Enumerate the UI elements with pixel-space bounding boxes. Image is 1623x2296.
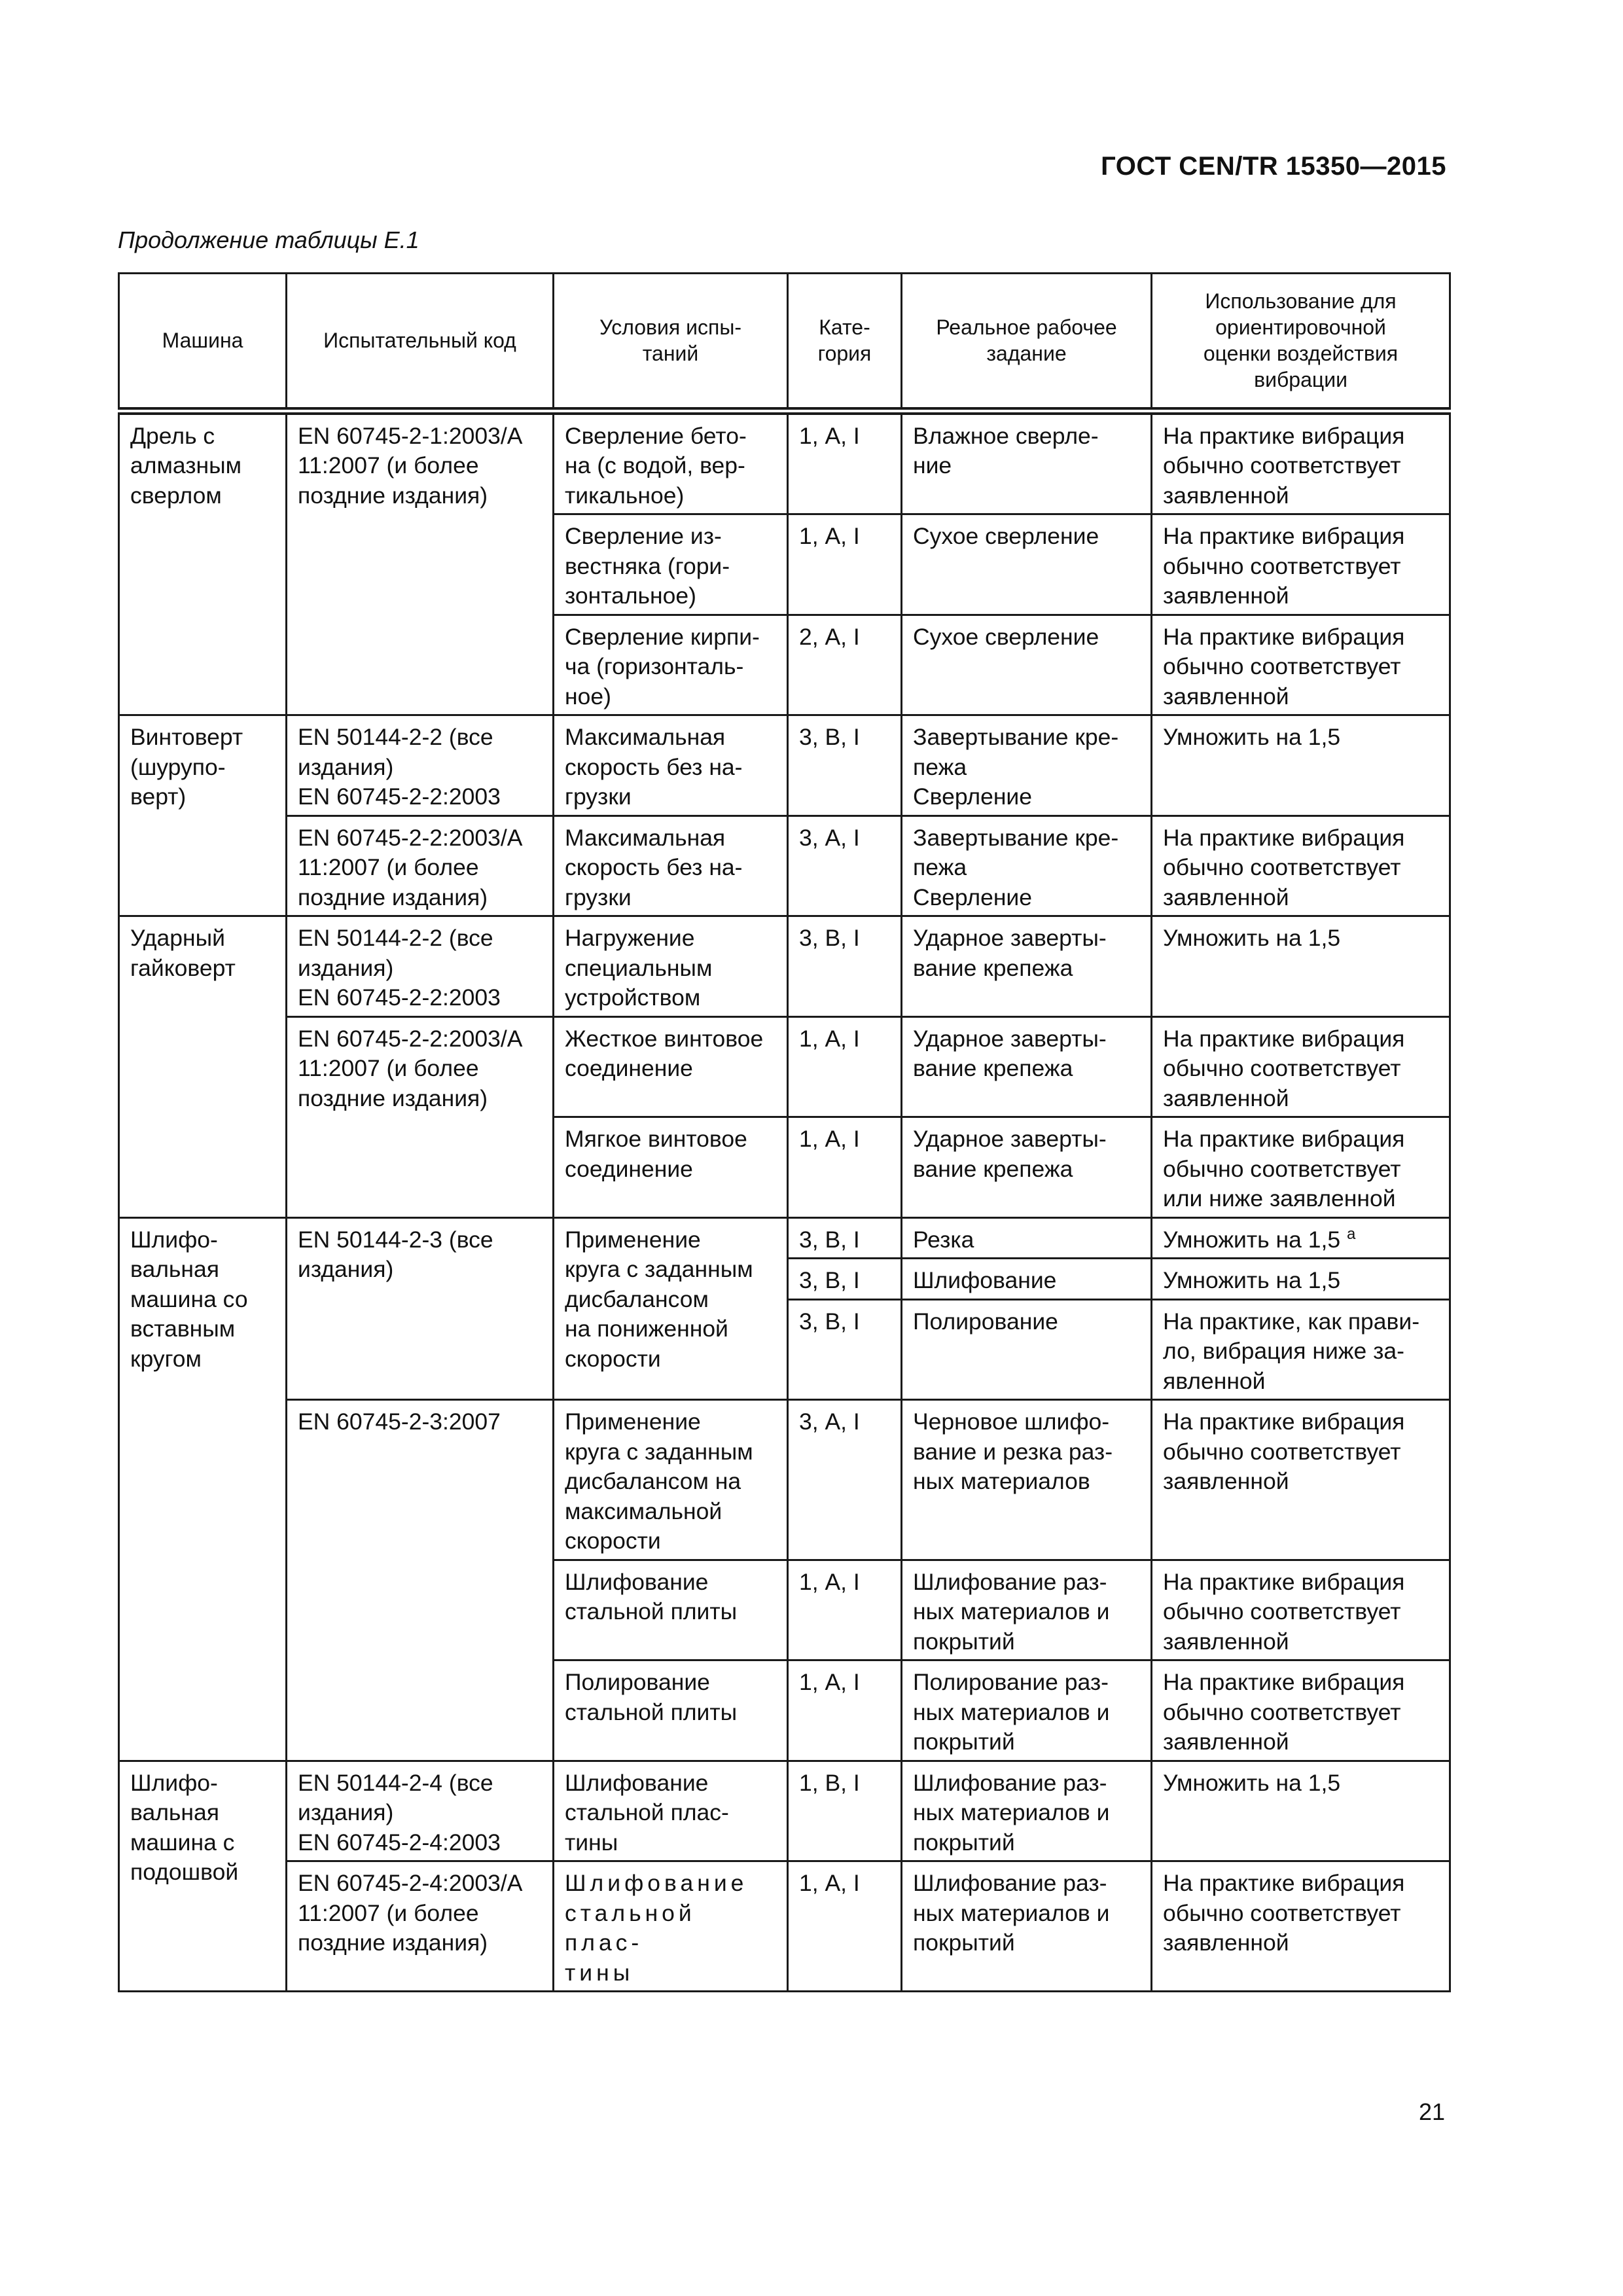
test-code: EN 50144-2-3 (все издания) bbox=[287, 1217, 554, 1400]
table-row bbox=[119, 411, 1450, 514]
usage-text: Умножить на 1,5 bbox=[1163, 1226, 1341, 1253]
usage: На практике вибрация обычно соответствует заявленной bbox=[1152, 514, 1450, 615]
test-code: EN 50144-2-2 (все издания) EN 60745-2-2:2003 bbox=[287, 916, 554, 1017]
test-condition: Шлифование стальной плиты bbox=[554, 1560, 788, 1660]
real-task: Шлифование раз- ных материалов и покрытий bbox=[902, 1560, 1152, 1660]
usage: Умножить на 1,5 bbox=[1152, 715, 1450, 816]
table-row bbox=[119, 1217, 1450, 1259]
real-task: Сухое сверление bbox=[902, 514, 1152, 615]
usage bbox=[1152, 1217, 1450, 1259]
usage: Умножить на 1,5 bbox=[1152, 1259, 1450, 1300]
table-row bbox=[119, 916, 1450, 1017]
test-condition: Сверление бето- на (с водой, вер- тикальное) bbox=[554, 411, 788, 514]
machine-name: Шлифо- вальная машина с подошвой bbox=[119, 1761, 287, 1992]
category: 1, А, I bbox=[788, 1861, 902, 1992]
real-task: Ударное заверты- вание крепежа bbox=[902, 916, 1152, 1017]
usage: На практике вибрация обычно соответствует заявленной bbox=[1152, 1660, 1450, 1761]
test-code: EN 60745-2-4:2003/A 11:2007 (и более поздние издания) bbox=[287, 1861, 554, 1992]
table-row bbox=[119, 1400, 1450, 1560]
test-condition: Шлифование стальной плас- тины bbox=[554, 1761, 788, 1861]
header-real-task: Реальное рабочее задание bbox=[902, 274, 1152, 411]
machine-name: Дрель с алмазным сверлом bbox=[119, 411, 287, 715]
table-row bbox=[119, 1761, 1450, 1861]
real-task: Шлифование bbox=[902, 1259, 1152, 1300]
table-row bbox=[119, 1016, 1450, 1117]
real-task: Черновое шлифо- вание и резка раз- ных материалов bbox=[902, 1400, 1152, 1560]
machine-name: Ударный гайковерт bbox=[119, 916, 287, 1218]
test-code: EN 60745-2-3:2007 bbox=[287, 1400, 554, 1761]
usage: На практике вибрация обычно соответствует заявленной bbox=[1152, 615, 1450, 715]
category: 1, А, I bbox=[788, 411, 902, 514]
machine-name: Винтоверт (шурупо- верт) bbox=[119, 715, 287, 916]
real-task: Резка bbox=[902, 1217, 1152, 1259]
category: 1, А, I bbox=[788, 1560, 902, 1660]
category: 1, В, I bbox=[788, 1761, 902, 1861]
category: 3, В, I bbox=[788, 916, 902, 1017]
category: 3, А, I bbox=[788, 816, 902, 916]
test-condition: Жесткое винтовое соединение bbox=[554, 1016, 788, 1117]
test-condition: Полирование стальной плиты bbox=[554, 1660, 788, 1761]
real-task: Влажное сверле- ние bbox=[902, 411, 1152, 514]
page-number: 21 bbox=[1418, 2098, 1445, 2125]
usage: Умножить на 1,5 bbox=[1152, 1761, 1450, 1861]
footnote-marker: а bbox=[1346, 1225, 1356, 1243]
table-row bbox=[119, 715, 1450, 816]
usage: На практике вибрация обычно соответствует заявленной bbox=[1152, 1016, 1450, 1117]
real-task: Шлифование раз- ных материалов и покрытий bbox=[902, 1761, 1152, 1861]
header-usage: Использование для ориентировочной оценки воздействия вибрации bbox=[1152, 274, 1450, 411]
table-header-row bbox=[119, 274, 1450, 411]
real-task: Полирование bbox=[902, 1299, 1152, 1400]
test-condition: Применение круга с заданным дисбалансом на максимальной скорости bbox=[554, 1400, 788, 1560]
usage: На практике, как прави- ло, вибрация ниже за- явленной bbox=[1152, 1299, 1450, 1400]
test-condition: Сверление кирпи- ча (горизонталь- ное) bbox=[554, 615, 788, 715]
usage: На практике вибрация обычно соответствует заявленной bbox=[1152, 1560, 1450, 1660]
category: 1, А, I bbox=[788, 1016, 902, 1117]
category: 2, А, I bbox=[788, 615, 902, 715]
usage: На практике вибрация обычно соответствует заявленной bbox=[1152, 1861, 1450, 1992]
category: 1, А, I bbox=[788, 1660, 902, 1761]
test-condition: Сверление из- вестняка (гори- зонтальное) bbox=[554, 514, 788, 615]
test-condition: Шлифование стальной плас- тины bbox=[554, 1861, 788, 1992]
category: 3, В, I bbox=[788, 1259, 902, 1300]
category: 3, В, I bbox=[788, 1217, 902, 1259]
category: 3, В, I bbox=[788, 1299, 902, 1400]
standard-code: ГОСТ CEN/TR 15350—2015 bbox=[1101, 152, 1446, 181]
machine-name: Шлифо- вальная машина со вставным кругом bbox=[119, 1217, 287, 1761]
category: 1, А, I bbox=[788, 514, 902, 615]
usage: На практике вибрация обычно соответствует или ниже заявленной bbox=[1152, 1117, 1450, 1218]
test-code: EN 60745-2-2:2003/A 11:2007 (и более поздние издания) bbox=[287, 1016, 554, 1217]
category: 3, В, I bbox=[788, 715, 902, 816]
vibration-table bbox=[118, 272, 1451, 1992]
header-test-code: Испытательный код bbox=[287, 274, 554, 411]
real-task: Ударное заверты- вание крепежа bbox=[902, 1117, 1152, 1218]
category: 3, А, I bbox=[788, 1400, 902, 1560]
header-category: Кате- гория bbox=[788, 274, 902, 411]
category: 1, А, I bbox=[788, 1117, 902, 1218]
test-code: EN 50144-2-4 (все издания) EN 60745-2-4:2003 bbox=[287, 1761, 554, 1861]
test-condition: Нагружение специальным устройством bbox=[554, 916, 788, 1017]
real-task: Полирование раз- ных материалов и покрытий bbox=[902, 1660, 1152, 1761]
real-task: Шлифование раз- ных материалов и покрытий bbox=[902, 1861, 1152, 1992]
test-condition: Максимальная скорость без на- грузки bbox=[554, 816, 788, 916]
header-test-conditions: Условия испы- таний bbox=[554, 274, 788, 411]
header-machine: Машина bbox=[119, 274, 287, 411]
test-condition: Максимальная скорость без на- грузки bbox=[554, 715, 788, 816]
table-row bbox=[119, 816, 1450, 916]
real-task: Ударное заверты- вание крепежа bbox=[902, 1016, 1152, 1117]
test-condition: Применение круга с заданным дисбалансом на пониженной скорости bbox=[554, 1217, 788, 1400]
real-task: Сухое сверление bbox=[902, 615, 1152, 715]
test-code: EN 60745-2-2:2003/A 11:2007 (и более поздние издания) bbox=[287, 816, 554, 916]
table-row bbox=[119, 1861, 1450, 1992]
real-task: Завертывание кре- пежа Сверление bbox=[902, 816, 1152, 916]
table-caption: Продолжение таблицы Е.1 bbox=[118, 226, 419, 253]
test-condition: Мягкое винтовое соединение bbox=[554, 1117, 788, 1218]
usage: На практике вибрация обычно соответствует заявленной bbox=[1152, 411, 1450, 514]
usage: На практике вибрация обычно соответствует заявленной bbox=[1152, 1400, 1450, 1560]
real-task: Завертывание кре- пежа Сверление bbox=[902, 715, 1152, 816]
test-code: EN 60745-2-1:2003/A 11:2007 (и более поздние издания) bbox=[287, 411, 554, 715]
test-code: EN 50144-2-2 (все издания) EN 60745-2-2:2003 bbox=[287, 715, 554, 816]
usage: На практике вибрация обычно соответствует заявленной bbox=[1152, 816, 1450, 916]
usage: Умножить на 1,5 bbox=[1152, 916, 1450, 1017]
